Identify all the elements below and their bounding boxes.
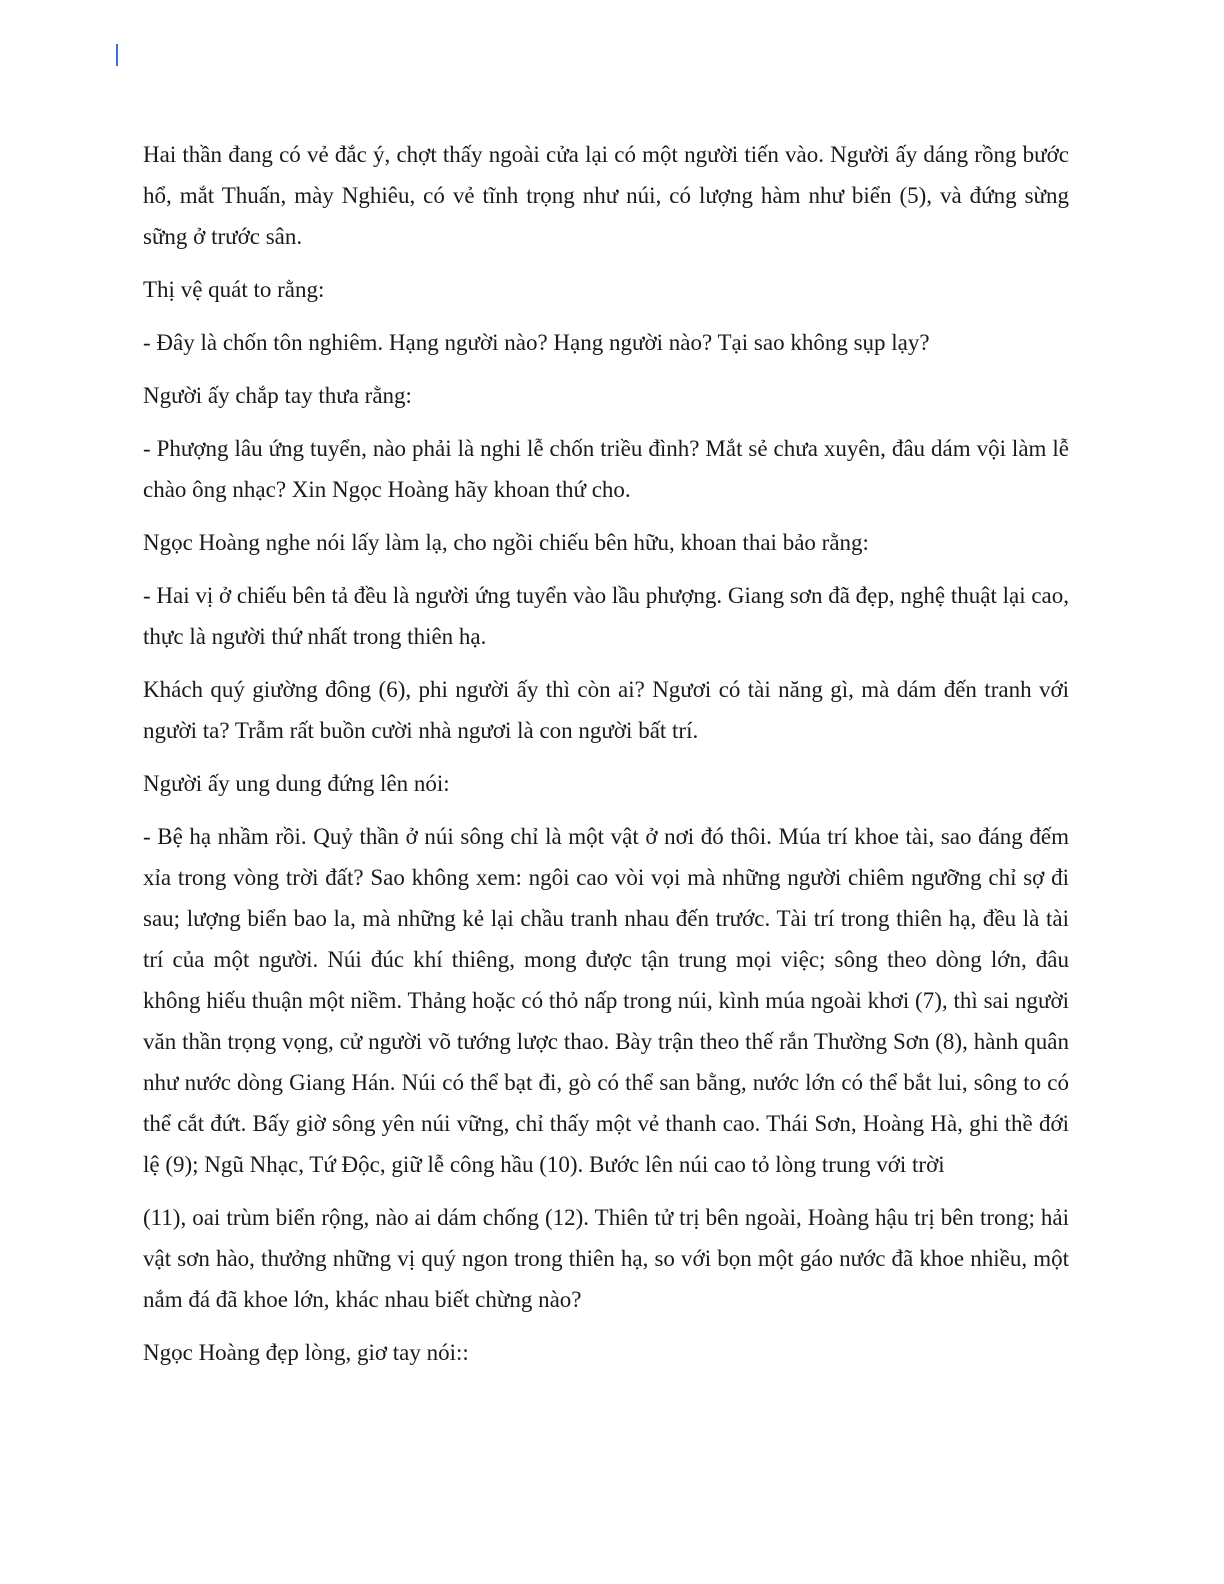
paragraph-6: Ngọc Hoàng nghe nói lấy làm lạ, cho ngồi chiếu bên hữu, khoan thai bảo rằng: bbox=[143, 530, 869, 555]
text-cursor bbox=[116, 44, 118, 66]
paragraph-5: - Phượng lâu ứng tuyển, nào phải là nghi lễ chốn triều đình? Mắt sẻ chưa xuyên, đâu dám vội làm lễ chào ông nhạc? Xin Ngọc Hoàng hãy khoan thứ cho. bbox=[143, 436, 1069, 502]
paragraph-1: Hai thần đang có vẻ đắc ý, chợt thấy ngoài cửa lại có một người tiến vào. Người ấy dáng rồng bước hổ, mắt Thuấn, mày Nghiêu, có vẻ tĩnh trọng như núi, có lượng hàm như biển (5), và đứng sừng sững ở trước sân. bbox=[143, 142, 1069, 249]
paragraph-12: Ngọc Hoàng đẹp lòng, giơ tay nói:: bbox=[143, 1340, 469, 1365]
paragraph-4: Người ấy chắp tay thưa rằng: bbox=[143, 383, 412, 408]
paragraph-10: - Bệ hạ nhầm rồi. Quỷ thần ở núi sông chỉ là một vật ở nơi đó thôi. Múa trí khoe tài, sao đáng đếm xỉa trong vòng trời đất? Sao không xem: ngôi cao vòi vọi mà những người chiêm ngưỡng chỉ sợ đi sau; lượng biển bao la, mà những kẻ lại chầu tranh nhau đến trước. Tài trí trong thiên hạ, đều là tài trí của một người. Núi đúc khí thiêng, mong được tận trung mọi việc; sông theo dòng lớn, đâu không hiếu thuận một niềm. Thảng hoặc có thỏ nấp trong núi, kình múa ngoài khơi (7), thì sai người văn thần trọng vọng, cử người võ tướng lược thao. Bày trận theo thế rắn Thường Sơn (8), hành quân như nước dòng Giang Hán. Núi có thể bạt đi, gò có thể san bằng, nước lớn có thể bắt lui, sông to có thể cắt đứt. Bấy giờ sông yên núi vững, chỉ thấy một vẻ thanh cao. Thái Sơn, Hoàng Hà, ghi thề đới lệ (9); Ngũ Nhạc, Tứ Độc, giữ lễ công hầu (10). Bước lên núi cao tỏ lòng trung với trời bbox=[143, 824, 1069, 1177]
paragraph-8: Khách quý giường đông (6), phi người ấy thì còn ai? Ngươi có tài năng gì, mà dám đến tranh với người ta? Trẫm rất buồn cười nhà ngươi là con người bất trí. bbox=[143, 677, 1069, 743]
paragraph-9: Người ấy ung dung đứng lên nói: bbox=[143, 771, 450, 796]
document-body[interactable] bbox=[143, 134, 1069, 1385]
paragraph-7: - Hai vị ở chiếu bên tả đều là người ứng tuyển vào lầu phượng. Giang sơn đã đẹp, nghệ thuật lại cao, thực là người thứ nhất trong thiên hạ. bbox=[143, 583, 1069, 649]
paragraph-11: (11), oai trùm biển rộng, nào ai dám chống (12). Thiên tử trị bên ngoài, Hoàng hậu trị bên trong; hải vật sơn hào, thưởng những vị quý ngon trong thiên hạ, so với bọn một gáo nước đã khoe nhiều, một nắm đá đã khoe lớn, khác nhau biết chừng nào? bbox=[143, 1205, 1069, 1312]
paragraph-2: Thị vệ quát to rằng: bbox=[143, 277, 325, 302]
paragraph-3: - Đây là chốn tôn nghiêm. Hạng người nào? Hạng người nào? Tại sao không sụp lạy? bbox=[143, 330, 930, 355]
